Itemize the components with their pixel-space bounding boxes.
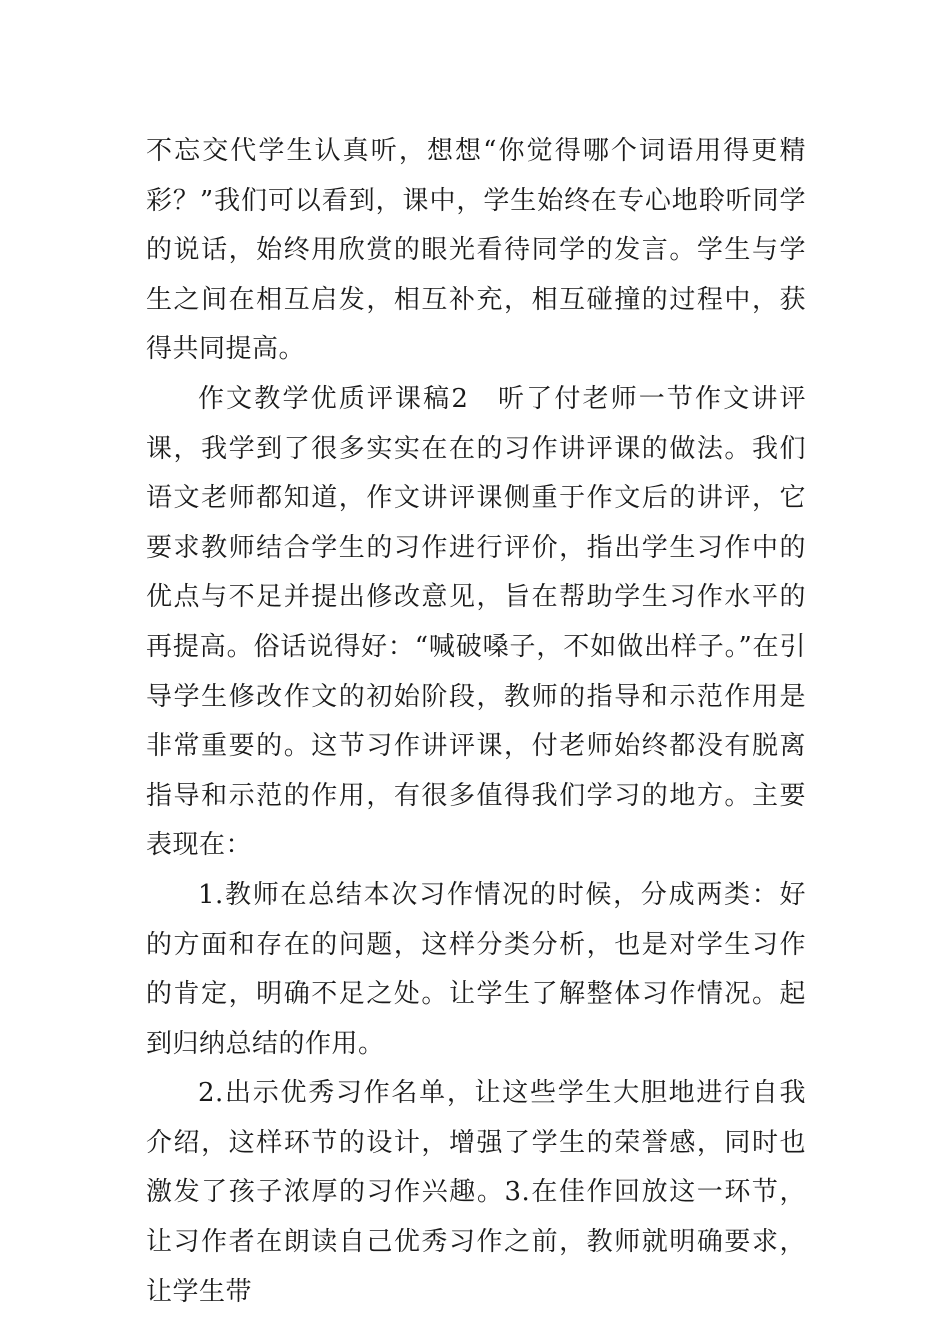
paragraph-text: 不忘交代学生认真听，想想“你觉得哪个词语用得更精彩？”我们可以看到，课中，学生始终在专心地聆听同学的说话，始终用欣赏的眼光看待同学的发言。学生与学生之间在相互启发，相互补充，相互碰撞的过程中，获得共同提高。 <box>146 136 806 365</box>
section-heading: 作文教学优质评课稿2 <box>198 383 469 414</box>
paragraph-text: 2.出示优秀习作名单，让这些学生大胆地进行自我介绍，这样环节的设计，增强了学生的荣誉感，同时也激发了孩子浓厚的习作兴趣。3.在佳作回放这一环节，让习作者在朗读自己优秀习作之前，教师就明确要求，让学生带 <box>146 1078 806 1307</box>
paragraph-text: 1.教师在总结本次习作情况的时候，分成两类：好的方面和存在的问题，这样分类分析，也是对学生习作的肯定，明确不足之处。让学生了解整体习作情况。起到归纳总结的作用。 <box>146 879 806 1059</box>
paragraph-point-1 <box>146 871 806 1069</box>
paragraph-text: 听了付老师一节作文讲评课，我学到了很多实实在在的习作讲评课的做法。我们语文老师都知道，作文讲评课侧重于作文后的讲评，它要求教师结合学生的习作进行评价，指出学生习作中的优点与不足并提出修改意见，旨在帮助学生习作水平的再提高。俗话说得好：“喊破嗓子，不如做出样子。”在引导学生修改作文的初始阶段，教师的指导和示范作用是非常重要的。这节习作讲评课，付老师始终都没有脱离指导和示范的作用，有很多值得我们学习的地方。主要表现在： <box>146 383 806 861</box>
paragraph-review-2 <box>146 375 806 871</box>
paragraph-continuation <box>146 127 806 375</box>
paragraph-point-2 <box>146 1069 806 1317</box>
document-body <box>146 127 806 1317</box>
